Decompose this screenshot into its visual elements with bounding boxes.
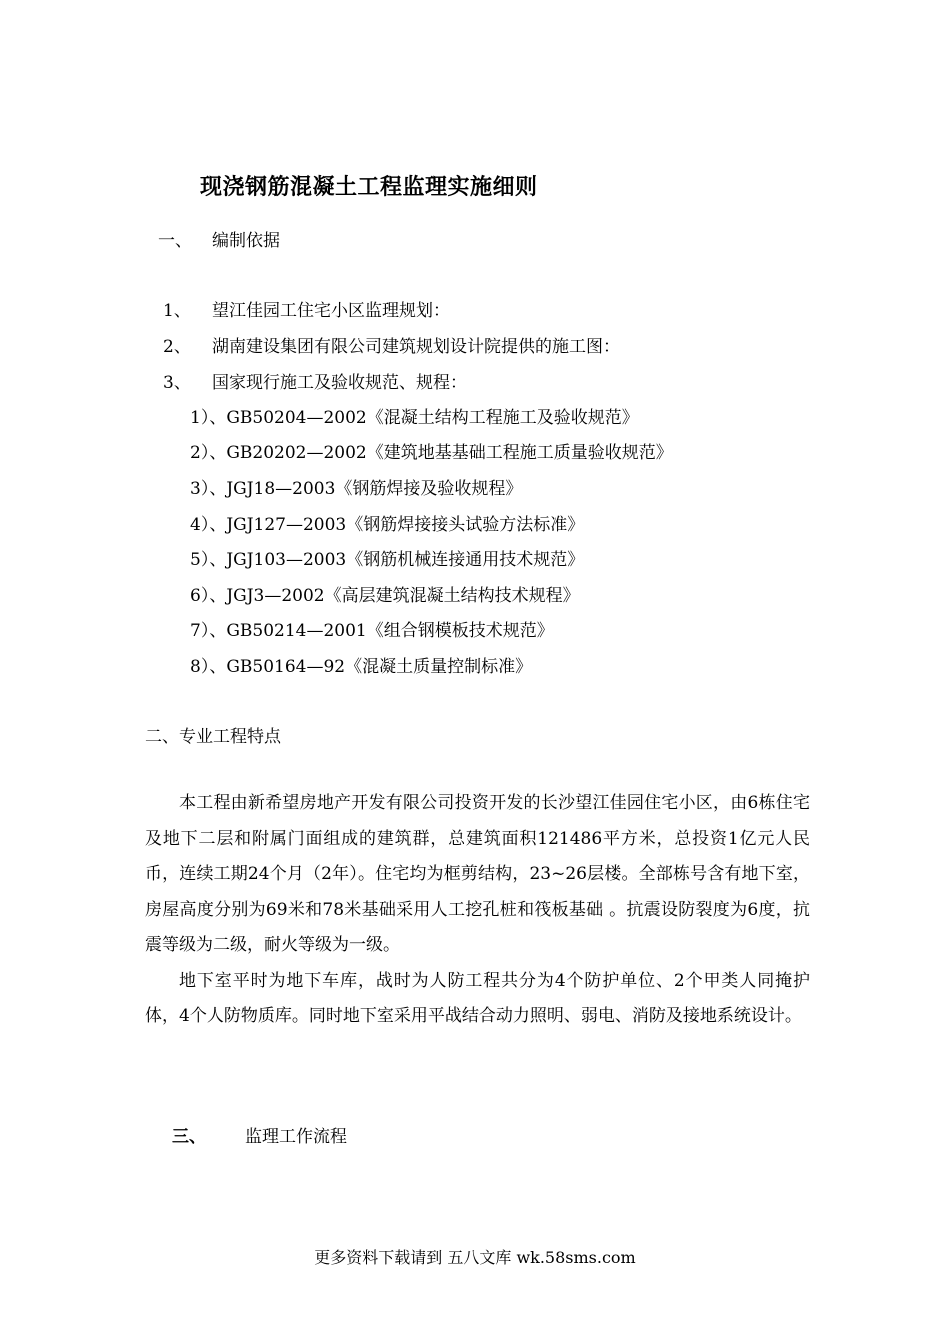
basis-item-number: 3、 <box>163 373 191 393</box>
basis-item-number: 1、 <box>163 301 191 321</box>
section3-heading: 监理工作流程 <box>245 1127 347 1147</box>
section2-body <box>145 786 810 1035</box>
document-title: 现浇钢筋混凝土工程监理实施细则 <box>200 174 538 200</box>
standard-item: 3）、JGJ18—2003《钢筋焊接及验收规程》 <box>190 479 523 499</box>
standard-item: 5）、JGJ103—2003《钢筋机械连接通用技术规范》 <box>190 550 585 570</box>
section1-heading: 编制依据 <box>212 231 280 251</box>
footer-text: 更多资料下载请到 五八文库 wk.58sms.com <box>314 1248 636 1267</box>
basis-item-text: 国家现行施工及验收规范、规程： <box>212 373 467 393</box>
basis-item-text: 湖南建设集团有限公司建筑规划设计院提供的施工图： <box>212 337 620 357</box>
standard-item: 8）、GB50164—92《混凝土质量控制标准》 <box>190 657 533 677</box>
basis-item-number: 2、 <box>163 337 191 357</box>
standard-item: 4）、JGJ127—2003《钢筋焊接接头试验方法标准》 <box>190 515 585 535</box>
standard-item: 2）、GB20202—2002《建筑地基基础工程施工质量验收规范》 <box>190 443 673 463</box>
standard-item: 7）、GB50214—2001《组合钢模板技术规范》 <box>190 621 554 641</box>
paragraph: 本工程由新希望房地产开发有限公司投资开发的长沙望江佳园住宅小区，由6栋住宅及地下二层和附属门面组成的建筑群，总建筑面积121486平方米，总投资1亿元人民币，连续工期24个月（2年）。住宅均为框剪结构，23~26层楼。全部栋号含有地下室，房屋高度分别为69米和78米基础采用人工挖孔桩和筏板基础 。抗震设防裂度为6度，抗震等级为二级，耐火等级为一级。 <box>145 793 810 955</box>
paragraph: 地下室平时为地下车库，战时为人防工程共分为4个防护单位、2个甲类人同掩护体，4个人防物质库。同时地下室采用平战结合动力照明、弱电、消防及接地系统设计。 <box>145 970 810 1026</box>
standard-item: 1）、GB50204—2002《混凝土结构工程施工及验收规范》 <box>190 408 639 428</box>
section3-number: 三、 <box>172 1127 206 1147</box>
section2-heading: 二、专业工程特点 <box>145 727 281 747</box>
standard-item: 6）、JGJ3—2002《高层建筑混凝土结构技术规程》 <box>190 586 580 606</box>
section1-number: 一、 <box>158 231 192 251</box>
basis-item-text: 望江佳园工住宅小区监理规划： <box>212 301 450 321</box>
